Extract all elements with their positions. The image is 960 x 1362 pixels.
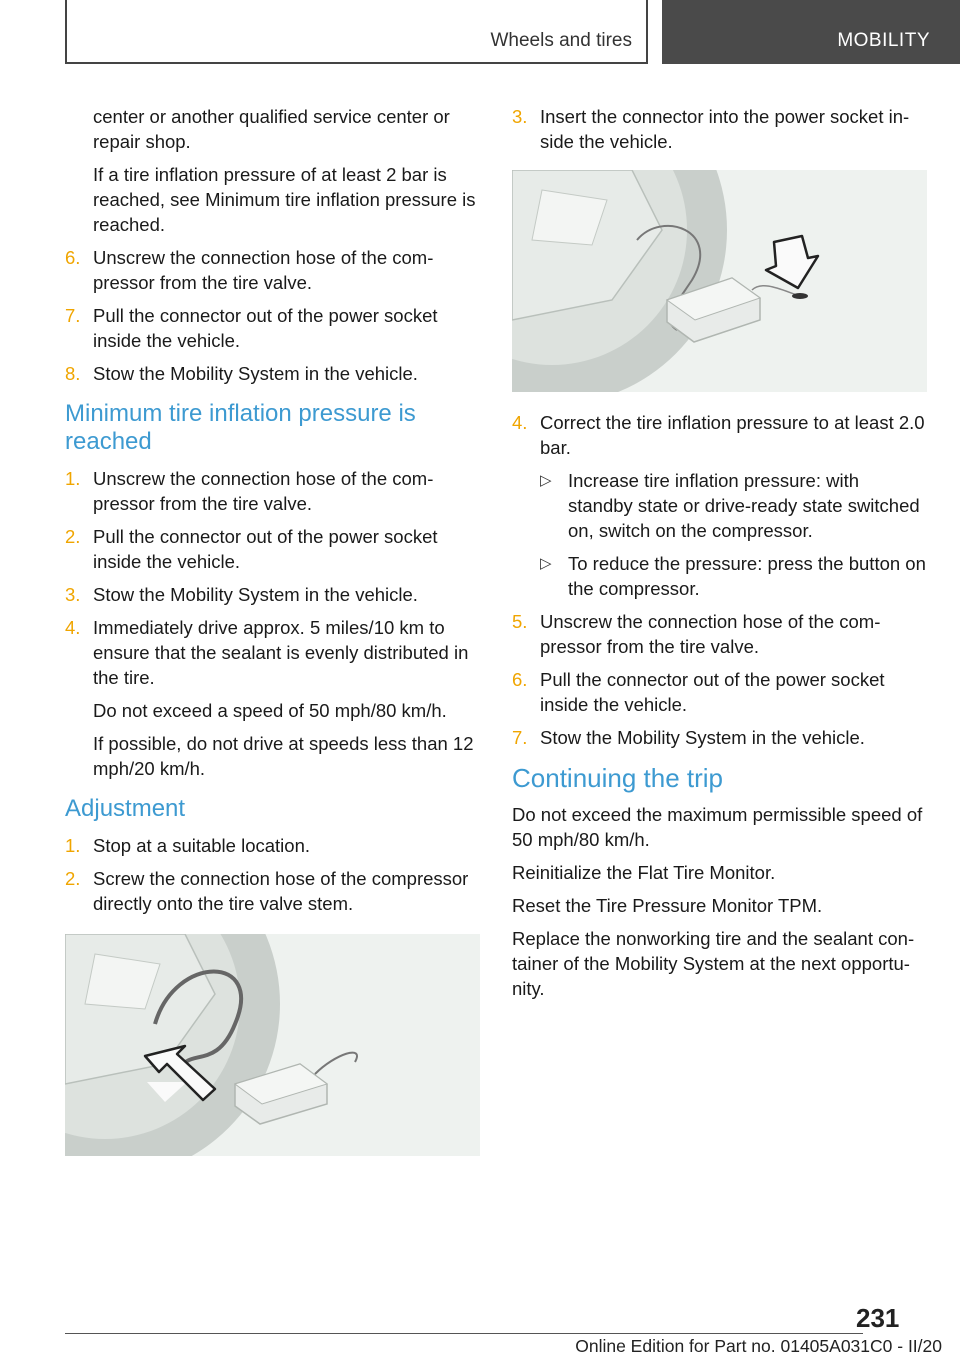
list-item — [65, 582, 480, 607]
list-item — [65, 524, 480, 574]
list-item — [512, 725, 927, 750]
step-text: Correct the tire inflation pressure to at least 2.0 bar. — [540, 412, 925, 458]
header-chapter-box — [662, 0, 960, 64]
step-text: Unscrew the connection hose of the compressor from the tire valve. — [93, 247, 434, 293]
step-note: Do not exceed a speed of 50 mph/80 km/h. — [93, 700, 447, 721]
list-item — [65, 245, 480, 295]
step-text: Pull the connector out of the power socket inside the vehicle. — [93, 305, 438, 351]
step-text: Unscrew the connection hose of the compressor from the tire valve. — [540, 611, 881, 657]
step-text: Stop at a suitable location. — [93, 835, 311, 856]
trip-paragraph: Do not exceed the maximum permissible speed of 50 mph/80 km/h. — [512, 804, 923, 850]
tire-compressor-drawing — [65, 934, 480, 1156]
section-heading-continuing-trip: Continuing the trip — [512, 763, 724, 793]
list-item — [65, 466, 480, 516]
continued-paragraph: If a tire inflation pressure of at least 2 bar is reached, see Minimum tire inflation pressure is reached. — [93, 164, 476, 235]
step-number: 7. — [65, 305, 81, 326]
step-text: Stow the Mobility System in the vehicle. — [540, 727, 865, 748]
step-number: 4. — [512, 412, 528, 433]
right-column — [512, 104, 927, 1009]
triangle-bullet-icon: ▷ — [540, 555, 552, 572]
step-number: 5. — [512, 611, 528, 632]
step-number: 3. — [65, 584, 81, 605]
left-column — [65, 104, 480, 1174]
step-number: 4. — [65, 617, 81, 638]
sub-list-item — [540, 468, 927, 543]
header-section-box — [65, 0, 648, 64]
list-item — [65, 833, 480, 858]
list-item — [65, 303, 480, 353]
step-number: 6. — [512, 669, 528, 690]
trip-paragraph: Reset the Tire Pressure Monitor TPM. — [512, 895, 823, 916]
step-number: 2. — [65, 868, 81, 889]
list-item — [65, 866, 480, 916]
footer-divider — [65, 1333, 863, 1334]
triangle-bullet-icon: ▷ — [540, 472, 552, 489]
step-number: 2. — [65, 526, 81, 547]
step-number: 7. — [512, 727, 528, 748]
list-item — [512, 410, 927, 460]
header-chapter-title: MOBILITY — [837, 30, 930, 51]
step-number: 6. — [65, 247, 81, 268]
step-text: Pull the connector out of the power socket inside the vehicle. — [93, 526, 438, 572]
compressor-valve-illustration — [65, 934, 480, 1156]
step-note: If possible, do not drive at speeds less than 12 mph/20 km/h. — [93, 733, 474, 779]
page-number: 231 — [856, 1303, 900, 1333]
sub-item-text: To reduce the pressure: press the button on the compressor. — [568, 553, 926, 599]
list-item — [512, 667, 927, 717]
list-item — [512, 609, 927, 659]
trip-paragraph: Replace the nonworking tire and the sealant container of the Mobility System at the next opportunity. — [512, 928, 915, 999]
list-item — [65, 361, 480, 386]
step-text: Stow the Mobility System in the vehicle. — [93, 363, 418, 384]
step-text: Insert the connector into the power socket inside the vehicle. — [540, 106, 910, 152]
sub-list-item — [540, 551, 927, 601]
continued-paragraph: center or another qualified service center or repair shop. — [93, 106, 450, 152]
step-text: Unscrew the connection hose of the compressor from the tire valve. — [93, 468, 434, 514]
section-heading-minimum-pressure: Minimum tire inflation pressure is reached — [65, 400, 416, 455]
step-number: 8. — [65, 363, 81, 384]
power-socket-illustration — [512, 170, 927, 392]
step-number: 1. — [65, 835, 81, 856]
step-text: Screw the connection hose of the compressor directly onto the tire valve stem. — [93, 868, 469, 914]
list-item — [512, 104, 927, 154]
step-number: 3. — [512, 106, 528, 127]
section-heading-adjustment: Adjustment — [65, 795, 186, 822]
edition-footer: Online Edition for Part no. 01405A031C0 - II/20 — [575, 1336, 942, 1356]
socket-compressor-drawing — [512, 170, 927, 392]
step-text: Pull the connector out of the power socket inside the vehicle. — [540, 669, 885, 715]
step-number: 1. — [65, 468, 81, 489]
step-text: Stow the Mobility System in the vehicle. — [93, 584, 418, 605]
trip-paragraph: Reinitialize the Flat Tire Monitor. — [512, 862, 776, 883]
sub-item-text: Increase tire inflation pressure: with standby state or drive-ready state switched on, switch on the compressor. — [568, 470, 920, 541]
step-text: Immediately drive approx. 5 miles/10 km to ensure that the sealant is evenly distributed in the tire. — [93, 617, 469, 688]
list-item — [65, 615, 480, 690]
header-section-title: Wheels and tires — [490, 30, 632, 51]
